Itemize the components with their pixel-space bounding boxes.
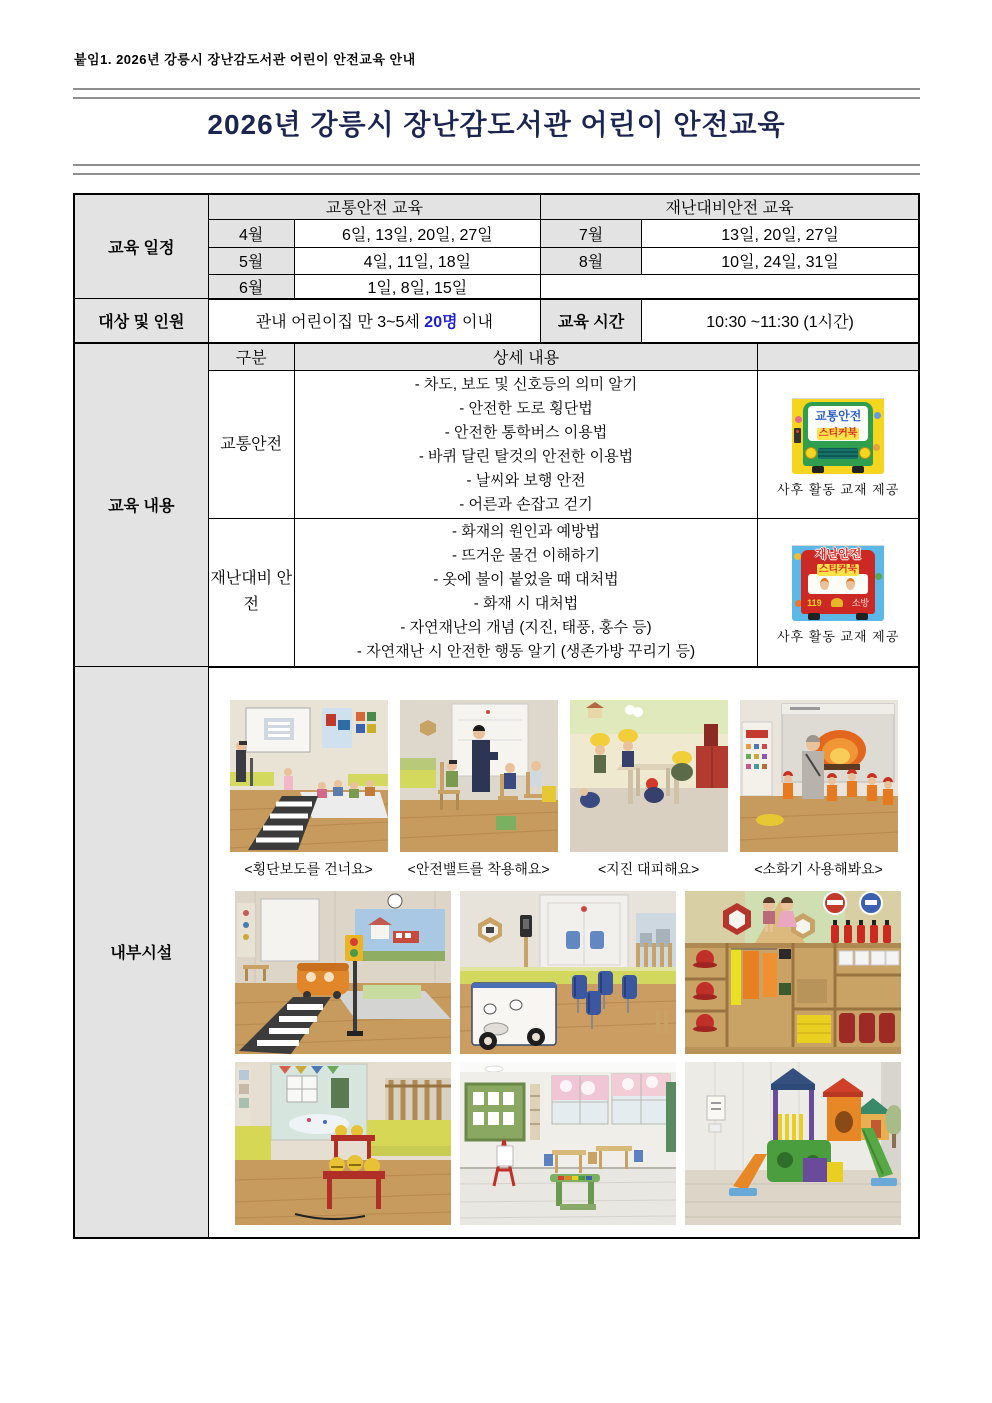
photo-crosswalk-practice — [230, 700, 388, 852]
dates-cell: 10일, 24일, 31일 — [642, 247, 919, 274]
month-cell: 4월 — [208, 219, 294, 247]
main-table — [73, 193, 920, 1239]
empty-schedule-cell — [541, 274, 919, 299]
disaster-category: 재난대비 안전 — [208, 519, 294, 667]
disaster-items — [294, 519, 758, 667]
detail-header-spacer — [758, 343, 919, 371]
dates-cell: 6일, 13일, 20일, 27일 — [294, 219, 540, 247]
month-cell: 7월 — [541, 219, 642, 247]
list-item: - 어른과 손잡고 걷기 — [295, 493, 758, 517]
list-item: - 옷에 불이 붙었을 때 대처법 — [295, 568, 758, 592]
traffic-light-icon — [794, 428, 801, 443]
attachment-note: 붙임1. 2026년 강릉시 장난감도서관 어린이 안전교육 안내 — [74, 52, 416, 67]
curriculum-section-label: 교육 내용 — [74, 343, 208, 667]
list-item: - 안전한 도로 횡단법 — [295, 397, 758, 421]
dates-cell: 13일, 20일, 27일 — [642, 219, 919, 247]
book-banner — [792, 392, 884, 399]
list-item: - 자연재난의 개념 (지진, 태풍, 홍수 등) — [295, 616, 758, 640]
detail-header: 상세 내용 — [294, 343, 758, 371]
facilities-section-label: 내부시설 — [74, 667, 208, 1238]
fire-dept-emblem — [831, 598, 843, 607]
photo-safety-gear-shelf — [685, 891, 901, 1054]
month-cell: 5월 — [208, 247, 294, 274]
green-bus-illustration — [803, 402, 873, 466]
photo-activity-classroom — [460, 1062, 676, 1225]
kid-figure — [873, 444, 880, 451]
truck-bumper — [805, 596, 871, 609]
photo-caption: <지진 대피해요> — [597, 861, 700, 877]
title-top-rule — [73, 88, 920, 99]
badge-sobang: 소방 — [851, 598, 870, 609]
title-bottom-rule — [73, 164, 920, 175]
bus-headlight — [859, 447, 871, 459]
facility-photo-row-2 — [235, 1062, 918, 1225]
photo-caption: <횡단보도를 건너요> — [244, 861, 373, 877]
target-section-label: 대상 및 인원 — [74, 299, 208, 343]
red-backpacks — [839, 1013, 895, 1043]
month-cell: 8월 — [541, 247, 642, 274]
list-item: - 바퀴 달린 탈것의 안전한 이용법 — [295, 445, 758, 469]
list-item: - 안전한 통학버스 이용법 — [295, 421, 758, 445]
book-title: 교통안전 — [814, 408, 862, 423]
facility-photo-row-1 — [235, 891, 918, 1054]
time-value: 10:30 ~11:30 (1시간) — [642, 299, 919, 343]
book-subtitle: 스티커북 — [818, 564, 858, 576]
activity-photo-row — [230, 700, 918, 852]
photo-indoor-playground — [685, 1062, 901, 1225]
traffic-book-cell — [758, 371, 919, 519]
bus-wheel — [852, 466, 864, 473]
book-caption: 사후 활동 교재 제공 — [776, 629, 900, 645]
category-header: 구분 — [208, 343, 294, 371]
list-item: - 자연재난 시 안전한 행동 알기 (생존가방 꾸리기 등) — [295, 640, 758, 664]
month-cell: 6월 — [208, 274, 294, 299]
target-value-highlight: 20명 — [424, 314, 458, 331]
book-caption: 사후 활동 교재 제공 — [776, 481, 900, 497]
dates-cell: 1일, 8일, 15일 — [294, 274, 540, 299]
truck-wheel — [808, 613, 820, 620]
bus-grille — [818, 448, 858, 459]
traffic-education-header: 교통안전 교육 — [208, 194, 540, 219]
book-title: 재난안전 — [814, 547, 862, 562]
activity-caption-row — [230, 852, 918, 877]
traffic-sticker-book-cover — [792, 392, 884, 474]
photo-traffic-playroom — [235, 891, 451, 1054]
bus-headlight — [805, 447, 817, 459]
photo-fire-extinguisher-training — [740, 700, 898, 852]
target-value-prefix: 관내 어린이집 만 3~5세 — [255, 314, 420, 331]
white-bins — [839, 951, 899, 965]
bus-windshield — [808, 406, 868, 441]
disaster-book-cell — [758, 519, 919, 667]
target-value-suffix: 이내 — [462, 314, 493, 331]
disaster-education-header: 재난대비안전 교육 — [541, 194, 919, 219]
kid-figure — [795, 416, 802, 423]
disaster-sticker-book-cover — [792, 539, 884, 621]
firefighter-figure — [846, 578, 855, 590]
list-item: - 화재 시 대처법 — [295, 592, 758, 616]
truck-wheel — [856, 613, 868, 620]
list-item: - 화재의 원인과 예방법 — [295, 520, 758, 544]
photo-bus-seat-area — [460, 891, 676, 1054]
bus-wheel — [812, 466, 824, 473]
badge-119: 119 — [807, 597, 822, 608]
book-subtitle: 스티커북 — [818, 427, 858, 439]
kid-figure — [874, 412, 881, 419]
photo-caption: <소화기 사용해봐요> — [754, 861, 883, 877]
truck-windshield — [808, 574, 868, 594]
list-item: - 날씨와 보행 안전 — [295, 469, 758, 493]
traffic-items — [294, 371, 758, 519]
facilities-photos-cell — [208, 667, 919, 1238]
traffic-category: 교통안전 — [208, 371, 294, 519]
schedule-section-label: 교육 일정 — [74, 194, 208, 299]
target-value — [208, 299, 540, 343]
photo-caption: <안전밸트를 착용해요> — [407, 861, 550, 877]
photo-earthquake-drill — [570, 700, 728, 852]
list-item: - 뜨거운 물건 이해하기 — [295, 544, 758, 568]
list-item: - 차도, 보도 및 신호등의 의미 알기 — [295, 373, 758, 397]
dates-cell: 4일, 11일, 18일 — [294, 247, 540, 274]
photo-helmet-tables-room — [235, 1062, 451, 1225]
time-label: 교육 시간 — [541, 299, 642, 343]
page-title: 2026년 강릉시 장난감도서관 어린이 안전교육 — [207, 109, 786, 140]
firefighter-figure — [820, 578, 829, 590]
photo-seatbelt-practice — [400, 700, 558, 852]
